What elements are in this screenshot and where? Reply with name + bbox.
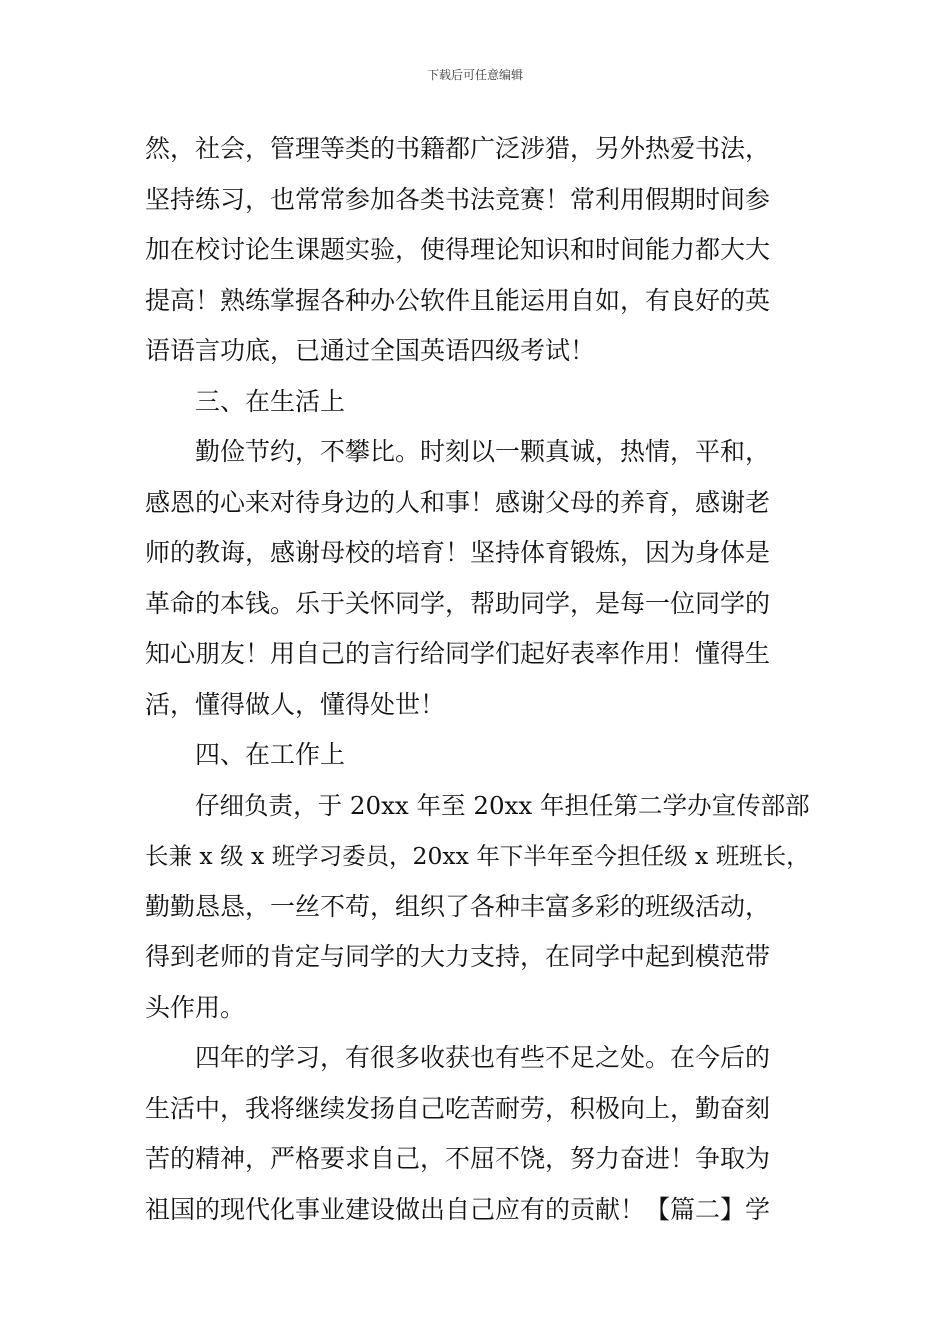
text-line: 祖国的现代化事业建设做出自己应有的贡献！【篇二】学 <box>145 1194 771 1224</box>
text-line: 四年的学习，有很多收获也有些不足之处。在今后的 <box>195 1043 771 1072</box>
text-line: 革命的本钱。乐于关怀同学，帮助同学，是每一位同学的 <box>145 588 771 618</box>
page-header: 下载后可任意编辑 <box>426 68 523 82</box>
text-line: 仔细负责，于 20xx 年至 20xx 年担任第二学办宣传部部 <box>195 790 810 820</box>
text-line: 长兼 x 级 x 班学习委员，20xx 年下半年至今担任级 x 班班长， <box>145 842 810 870</box>
text-line: 勤俭节约，不攀比。时刻以一颗真诚，热情，平和， <box>195 437 771 466</box>
text-line: 头作用。 <box>145 992 246 1022</box>
text-line: 然，社会，管理等类的书籍都广泛涉猎，另外热爱书法， <box>145 134 771 163</box>
text-line: 加在校讨论生课题实验，使得理论知识和时间能力都大大 <box>145 235 771 264</box>
text-line: 得到老师的肯定与同学的大力支持，在同学中起到模范带 <box>145 942 771 971</box>
text-line: 四、在工作上 <box>195 740 346 769</box>
text-line: 师的教诲，感谢母校的培育！坚持体育锻炼，因为身体是 <box>145 538 771 567</box>
text-line: 知心朋友！用自己的言行给同学们起好表率作用！懂得生 <box>145 639 771 668</box>
text-line: 三、在生活上 <box>195 386 346 416</box>
document-body <box>145 124 810 1235</box>
text-line: 苦的精神，严格要求自己，不屈不饶，努力奋进！争取为 <box>145 1144 771 1173</box>
text-line: 语语言功底，已通过全国英语四级考试！ <box>145 336 596 365</box>
text-line: 坚持练习，也常常参加各类书法竞赛！常利用假期时间参 <box>145 184 771 214</box>
text-line: 感恩的心来对待身边的人和事！感谢父母的养育，感谢老 <box>145 487 771 517</box>
text-line: 活，懂得做人，懂得处世！ <box>145 689 446 719</box>
text-line: 勤勤恳恳，一丝不苟，组织了各种丰富多彩的班级活动， <box>145 891 771 921</box>
text-line: 生活中，我将继续发扬自己吃苦耐劳，积极向上，勤奋刻 <box>145 1093 771 1123</box>
text-line: 提高！熟练掌握各种办公软件且能运用自如，有良好的英 <box>145 285 771 315</box>
